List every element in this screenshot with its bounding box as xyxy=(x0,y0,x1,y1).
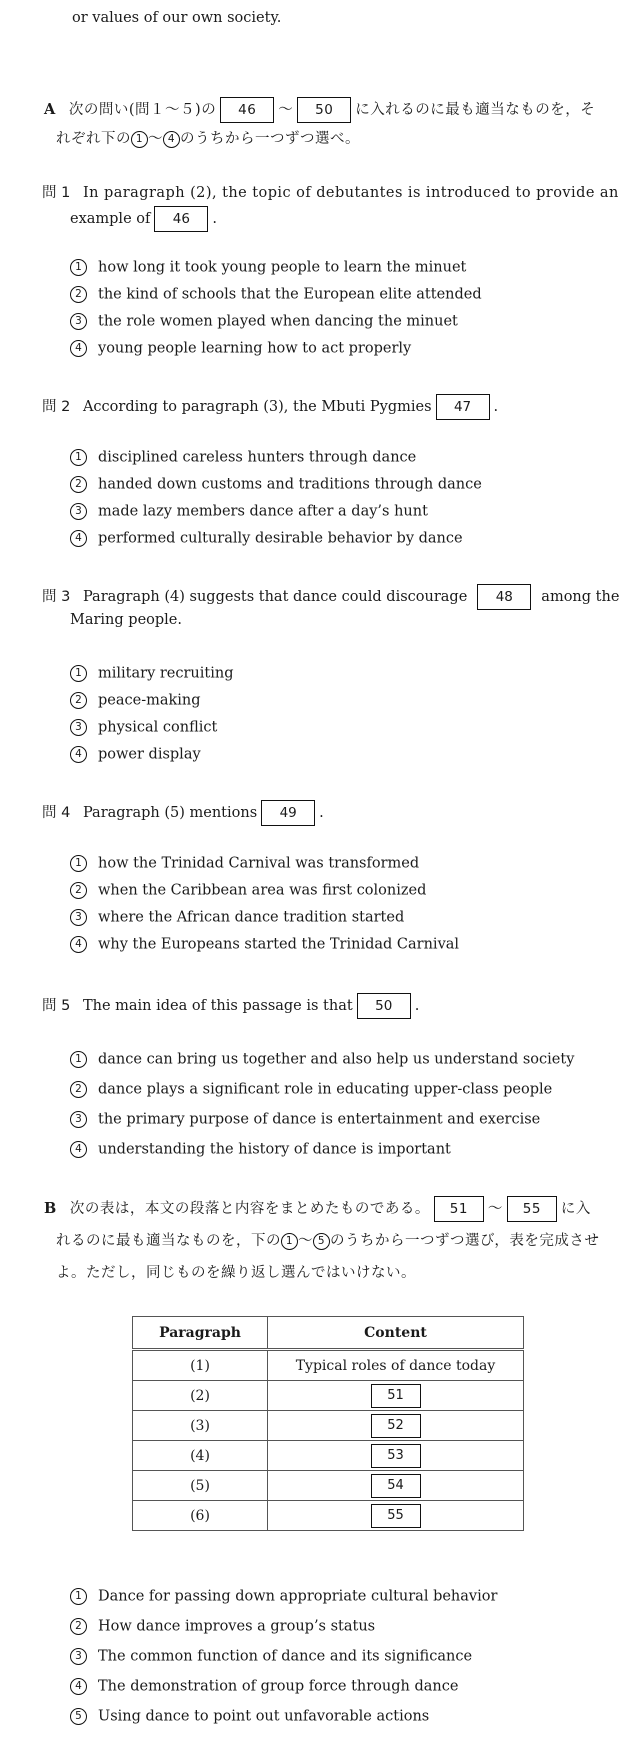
option-text: young people learning how to act properly xyxy=(98,340,412,357)
paragraph-cell: (5) xyxy=(133,1471,268,1501)
option-text: The demonstration of group force through dance xyxy=(98,1678,459,1695)
q4-option-3[interactable] xyxy=(70,909,404,926)
option-number: 3 xyxy=(70,719,87,736)
question-1-stem-2: example of xyxy=(70,211,151,227)
option-number: 4 xyxy=(70,1141,87,1158)
option-text: dance plays a significant role in educating upper-class people xyxy=(98,1081,553,1098)
question-4-period: . xyxy=(319,805,324,821)
q5-option-3[interactable] xyxy=(70,1111,540,1128)
option-text: performed culturally desirable behavior by dance xyxy=(98,530,463,547)
tilde: 〜 xyxy=(487,1201,503,1217)
option-text: dance can bring us together and also help us understand society xyxy=(98,1051,575,1068)
section-a-text-2: に入れるのに最も適当なものを，そ xyxy=(355,102,596,118)
table-row xyxy=(133,1501,524,1531)
question-4-label: 問 4 xyxy=(42,805,71,821)
answer-box-49: 49 xyxy=(261,800,315,826)
answer-box-48: 48 xyxy=(477,584,531,610)
option-text: how the Trinidad Carnival was transformed xyxy=(98,855,420,872)
question-1-stem: In paragraph (2), the topic of debutantes is introduced to provide an xyxy=(82,185,619,201)
table-row xyxy=(133,1350,524,1381)
option-number: 1 xyxy=(70,449,87,466)
option-text: physical conflict xyxy=(98,719,218,736)
b-option-2[interactable] xyxy=(70,1618,375,1635)
option-number: 1 xyxy=(70,1051,87,1068)
table-row xyxy=(133,1471,524,1501)
q5-option-4[interactable] xyxy=(70,1141,451,1158)
table-header-row xyxy=(133,1317,524,1350)
question-1-period: . xyxy=(212,211,217,227)
q1-option-1[interactable] xyxy=(70,259,466,276)
answer-box-54[interactable]: 54 xyxy=(371,1474,421,1498)
option-number: 2 xyxy=(70,286,87,303)
question-4-stem: Paragraph (5) mentions xyxy=(82,805,258,821)
question-1-line-2 xyxy=(70,206,217,232)
option-number: 3 xyxy=(70,1111,87,1128)
paragraph-cell: (1) xyxy=(133,1350,268,1381)
table-row xyxy=(133,1441,524,1471)
option-number: 2 xyxy=(70,1081,87,1098)
option-text: how long it took young people to learn the minuet xyxy=(98,259,467,276)
option-number: 4 xyxy=(70,530,87,547)
option-number: 3 xyxy=(70,1648,87,1665)
q2-option-3[interactable] xyxy=(70,503,428,520)
question-2-stem: According to paragraph (3), the Mbuti Pygmies xyxy=(82,399,432,415)
option-text: The common function of dance and its significance xyxy=(98,1648,473,1665)
option-number: 1 xyxy=(70,665,87,682)
section-b-line-1 xyxy=(44,1196,591,1222)
question-2-line-1 xyxy=(42,394,498,420)
q2-option-4[interactable] xyxy=(70,530,463,547)
option-text: when the Caribbean area was first colonized xyxy=(98,882,427,899)
answer-box-55: 55 xyxy=(507,1196,557,1222)
question-3-line-1 xyxy=(42,584,619,610)
summary-table xyxy=(132,1316,524,1531)
question-2-label: 問 2 xyxy=(42,399,71,415)
section-a-text-1: 次の問い(問１〜５)の xyxy=(68,102,217,118)
tilde: 〜 xyxy=(278,102,294,118)
content-cell: Typical roles of dance today xyxy=(268,1350,524,1381)
q3-option-1[interactable] xyxy=(70,665,234,682)
answer-box-51[interactable]: 51 xyxy=(371,1384,421,1408)
option-number: 2 xyxy=(70,476,87,493)
question-1-line-1 xyxy=(42,181,619,202)
section-b-text-1: 次の表は，本文の段落と内容をまとめたものである。 xyxy=(69,1201,430,1217)
option-text: handed down customs and traditions through dance xyxy=(98,476,482,493)
option-number: 4 xyxy=(70,1678,87,1695)
question-4-line-1 xyxy=(42,800,324,826)
q2-option-2[interactable] xyxy=(70,476,482,493)
section-b-label: B xyxy=(44,1200,57,1217)
option-number: 3 xyxy=(70,313,87,330)
section-b-text-2-pre: れるのに最も適当なものを，下の xyxy=(56,1233,281,1249)
q3-option-2[interactable] xyxy=(70,692,201,709)
section-a-line-1 xyxy=(44,97,595,123)
answer-box-53[interactable]: 53 xyxy=(371,1444,421,1468)
option-text: where the African dance tradition started xyxy=(98,909,405,926)
section-b-line-3: よ。ただし，同じものを繰り返し選んではいけない。 xyxy=(56,1265,416,1281)
option-text: the role women played when dancing the minuet xyxy=(98,313,458,330)
question-3-stem: Paragraph (4) suggests that dance could discourage xyxy=(82,589,468,605)
option-number: 4 xyxy=(70,936,87,953)
q3-option-4[interactable] xyxy=(70,746,201,763)
option-number: 3 xyxy=(70,503,87,520)
option-text: peace-making xyxy=(98,692,201,709)
paragraph-cell: (2) xyxy=(133,1381,268,1411)
option-number: 4 xyxy=(70,340,87,357)
content-cell xyxy=(268,1501,524,1531)
question-1-label: 問 1 xyxy=(42,185,71,201)
section-b-text-1-post: に入 xyxy=(560,1201,591,1217)
option-text: why the Europeans started the Trinidad Carnival xyxy=(98,936,460,953)
option-text: understanding the history of dance is important xyxy=(98,1141,451,1158)
option-text: How dance improves a group’s status xyxy=(98,1618,376,1635)
section-a-text-3-post: のうちから一つずつ選べ。 xyxy=(180,131,360,147)
answer-box-47: 47 xyxy=(436,394,490,420)
answer-box-46: 46 xyxy=(154,206,208,232)
q1-option-3[interactable] xyxy=(70,313,458,330)
option-number: 1 xyxy=(70,855,87,872)
q1-option-4[interactable] xyxy=(70,340,411,357)
option-number: 5 xyxy=(70,1708,87,1725)
section-a-label: A xyxy=(44,101,56,118)
question-5-stem: The main idea of this passage is that xyxy=(82,998,353,1014)
content-cell xyxy=(268,1381,524,1411)
question-5-period: . xyxy=(414,998,420,1014)
tilde: 〜 xyxy=(148,131,163,147)
b-option-4[interactable] xyxy=(70,1678,458,1695)
answer-box-46: 46 xyxy=(220,97,274,123)
circle-number-1: 1 xyxy=(281,1233,298,1250)
content-cell xyxy=(268,1441,524,1471)
q4-option-2[interactable] xyxy=(70,882,426,899)
q4-option-1[interactable] xyxy=(70,855,419,872)
option-text: the kind of schools that the European elite attended xyxy=(98,286,482,303)
question-3-stem-tail: among the xyxy=(541,589,620,605)
question-2-period: . xyxy=(493,399,499,415)
circle-number-5: 5 xyxy=(313,1233,330,1250)
header-content: Content xyxy=(268,1317,524,1350)
q4-option-4[interactable] xyxy=(70,936,459,953)
option-number: 1 xyxy=(70,1588,87,1605)
option-text: power display xyxy=(98,746,201,763)
option-number: 2 xyxy=(70,692,87,709)
option-text: made lazy members dance after a day’s hunt xyxy=(98,503,428,520)
section-a-line-2 xyxy=(56,127,360,148)
q2-option-1[interactable] xyxy=(70,449,416,466)
option-text: the primary purpose of dance is entertainment and exercise xyxy=(98,1111,541,1128)
table-row xyxy=(133,1411,524,1441)
option-number: 1 xyxy=(70,259,87,276)
option-number: 2 xyxy=(70,1618,87,1635)
option-text: Using dance to point out unfavorable actions xyxy=(98,1708,430,1725)
content-cell xyxy=(268,1411,524,1441)
tilde: 〜 xyxy=(298,1233,313,1249)
option-text: disciplined careless hunters through dance xyxy=(98,449,417,466)
answer-box-50: 50 xyxy=(297,97,351,123)
section-a-text-3-pre: れぞれ下の xyxy=(56,131,131,147)
answer-box-50: 50 xyxy=(357,993,411,1019)
option-number: 2 xyxy=(70,882,87,899)
question-5-line-1 xyxy=(42,993,419,1019)
answer-box-51: 51 xyxy=(434,1196,484,1222)
question-3-label: 問 3 xyxy=(42,589,71,605)
header-paragraph: Paragraph xyxy=(133,1317,268,1350)
circle-number-4: 4 xyxy=(163,131,180,148)
b-option-1[interactable] xyxy=(70,1588,497,1605)
answer-box-55[interactable]: 55 xyxy=(371,1504,421,1528)
answer-box-52[interactable]: 52 xyxy=(371,1414,421,1438)
b-option-5[interactable] xyxy=(70,1708,429,1725)
content-cell xyxy=(268,1471,524,1501)
paragraph-cell: (3) xyxy=(133,1411,268,1441)
q5-option-1[interactable] xyxy=(70,1051,574,1068)
option-text: military recruiting xyxy=(98,665,234,682)
option-number: 4 xyxy=(70,746,87,763)
question-3-line-2: Maring people. xyxy=(70,612,182,628)
circle-number-1: 1 xyxy=(131,131,148,148)
question-5-label: 問 5 xyxy=(42,998,71,1014)
q5-option-2[interactable] xyxy=(70,1081,552,1098)
q1-option-2[interactable] xyxy=(70,286,482,303)
paragraph-cell: (6) xyxy=(133,1501,268,1531)
table-row xyxy=(133,1381,524,1411)
section-b-line-2 xyxy=(56,1229,599,1250)
q3-option-3[interactable] xyxy=(70,719,217,736)
b-option-3[interactable] xyxy=(70,1648,472,1665)
paragraph-cell: (4) xyxy=(133,1441,268,1471)
intro-tail-text: or values of our own society. xyxy=(72,10,282,26)
option-number: 3 xyxy=(70,909,87,926)
section-b-text-2-post: のうちから一つずつ選び，表を完成させ xyxy=(330,1233,600,1249)
option-text: Dance for passing down appropriate cultural behavior xyxy=(98,1588,498,1605)
